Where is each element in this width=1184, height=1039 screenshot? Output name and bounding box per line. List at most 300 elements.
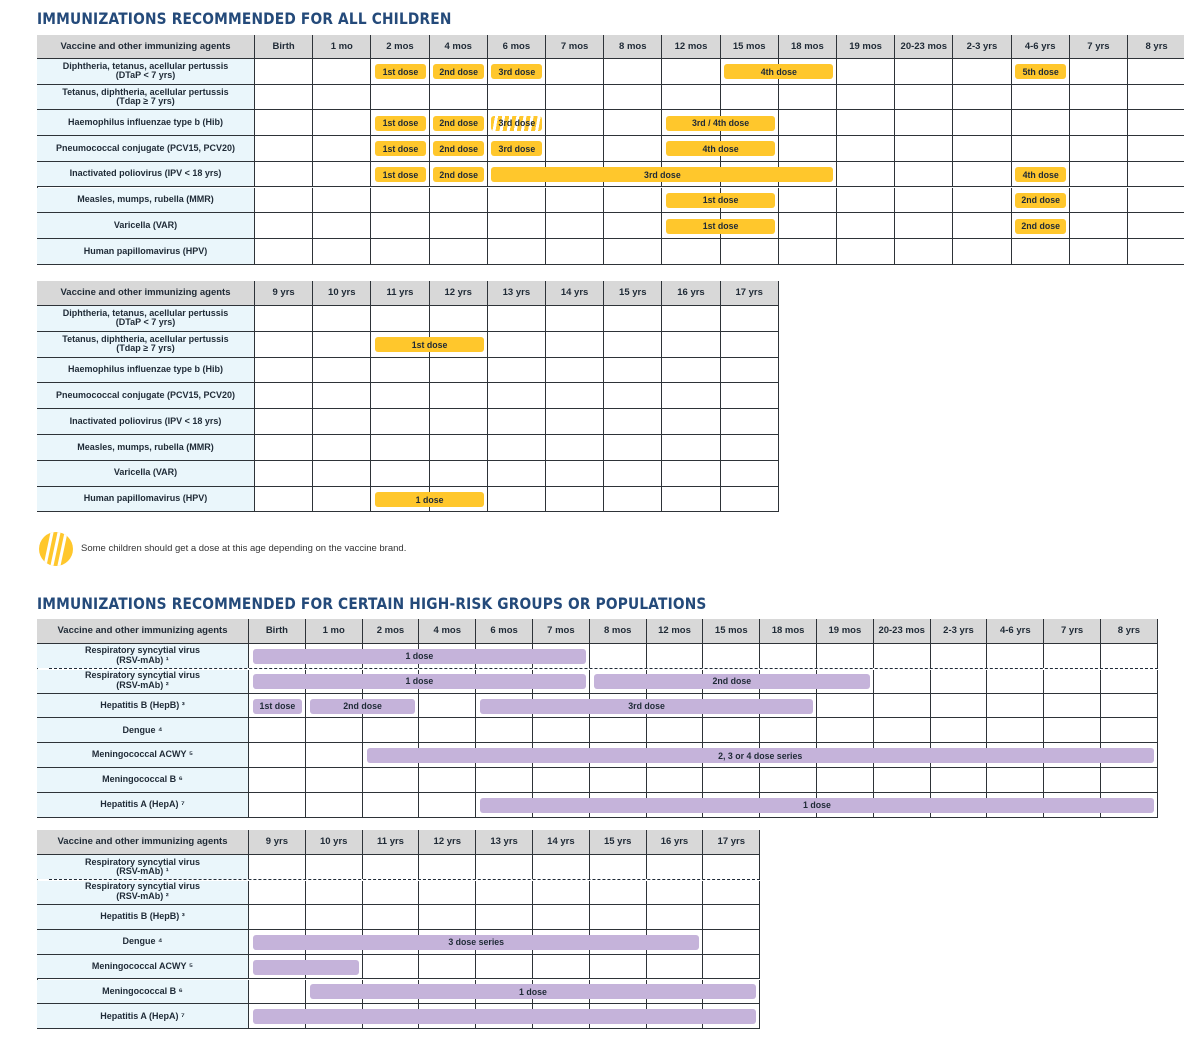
schedule-cell: [1101, 694, 1158, 719]
high-risk-schedule-table-infant: [37, 619, 1158, 818]
dose-bar: 3rd / 4th dose: [666, 116, 775, 131]
header-age-3: 12 yrs: [419, 830, 476, 855]
schedule-cell: [419, 793, 476, 818]
dose-bar: 1st dose: [375, 116, 426, 131]
header-age-3: 4 mos: [430, 35, 488, 59]
schedule-cell: [313, 188, 371, 214]
schedule-cell: [371, 85, 429, 111]
vaccine-label-line: Meningococcal B ⁶: [102, 985, 183, 996]
schedule-cell: [590, 644, 647, 669]
dose-bar: 1st dose: [375, 337, 484, 352]
schedule-cell: [1070, 110, 1128, 136]
schedule-cell: [430, 435, 488, 461]
vaccine-label: [37, 487, 255, 513]
dose-bar: 2nd dose: [310, 699, 416, 714]
schedule-cell: [363, 768, 420, 793]
vaccine-label-line: Inactivated poliovirus (IPV < 18 yrs): [69, 168, 222, 179]
schedule-cell: [313, 409, 371, 435]
schedule-cell: [1044, 768, 1101, 793]
schedule-cell: [430, 461, 488, 487]
schedule-cell: [313, 332, 371, 358]
vaccine-label: [37, 110, 255, 136]
schedule-cell: [953, 162, 1011, 188]
schedule-cell: [313, 59, 371, 85]
vaccine-label-line: Dengue ⁴: [122, 724, 163, 735]
routine-schedule-table-infant: [37, 35, 1184, 265]
schedule-cell: [255, 136, 313, 162]
schedule-cell: [760, 644, 817, 669]
schedule-cell: [313, 136, 371, 162]
schedule-cell: [313, 85, 371, 111]
schedule-cell: [430, 239, 488, 265]
schedule-cell: [1070, 239, 1128, 265]
vaccine-label-line: Respiratory syncytial virus: [84, 856, 201, 867]
schedule-cell: [249, 880, 306, 905]
schedule-cell: [895, 136, 953, 162]
dose-bar: 3rd dose: [491, 141, 542, 156]
schedule-cell: [363, 793, 420, 818]
schedule-cell: [371, 358, 429, 384]
schedule-cell: [703, 718, 760, 743]
schedule-cell: [371, 213, 429, 239]
schedule-cell: [604, 136, 662, 162]
header-age-3: 4 mos: [419, 619, 476, 644]
header-vaccine-label: Vaccine and other immunizing agents: [37, 830, 249, 855]
header-age-5: 14 yrs: [546, 281, 604, 306]
schedule-cell: [590, 880, 647, 905]
schedule-cell: [363, 905, 420, 930]
dose-bar: 1 dose: [253, 649, 586, 664]
schedule-cell: [662, 383, 720, 409]
schedule-cell: [255, 213, 313, 239]
schedule-cell: [931, 669, 988, 694]
schedule-cell: [1070, 85, 1128, 111]
schedule-cell: [546, 188, 604, 214]
dose-bar: 1 dose: [375, 492, 484, 507]
schedule-cell: [987, 694, 1044, 719]
dose-bar: 2, 3 or 4 dose series: [367, 748, 1154, 763]
schedule-cell: [546, 239, 604, 265]
dose-bar: 2nd dose: [433, 141, 484, 156]
dose-bar: 4th dose: [724, 64, 833, 79]
header-age-13: 4-6 yrs: [1012, 35, 1070, 59]
schedule-cell: [488, 85, 546, 111]
header-vaccine-label: Vaccine and other immunizing agents: [37, 281, 255, 306]
schedule-cell: [546, 136, 604, 162]
schedule-cell: [837, 188, 895, 214]
schedule-cell: [255, 487, 313, 513]
schedule-cell: [647, 768, 704, 793]
vaccine-label-line: (Tdap ≥ 7 yrs): [116, 96, 175, 107]
schedule-cell: [662, 59, 720, 85]
schedule-cell: [604, 409, 662, 435]
schedule-cell: [476, 905, 533, 930]
schedule-cell: [306, 855, 363, 880]
schedule-cell: [313, 487, 371, 513]
header-age-0: Birth: [249, 619, 306, 644]
schedule-cell: [430, 85, 488, 111]
vaccine-label-line: (RSV-mAb) ¹: [116, 865, 169, 876]
dose-bar: 2nd dose: [433, 116, 484, 131]
schedule-cell: [488, 487, 546, 513]
schedule-cell: [419, 694, 476, 719]
rsv-dose-separator: [49, 668, 1158, 669]
vaccine-label: [37, 743, 249, 768]
header-age-7: 12 mos: [647, 619, 704, 644]
dose-bar: 1 dose: [253, 674, 586, 689]
vaccine-label-line: Diphtheria, tetanus, acellular pertussis: [62, 60, 229, 71]
header-age-10: 19 mos: [817, 619, 874, 644]
vaccine-label: [37, 332, 255, 358]
schedule-cell: [895, 110, 953, 136]
schedule-cell: [779, 110, 837, 136]
schedule-cell: [604, 383, 662, 409]
schedule-cell: [662, 358, 720, 384]
dose-bar: 1st dose: [666, 193, 775, 208]
schedule-cell: [249, 980, 306, 1005]
vaccine-label: [37, 461, 255, 487]
vaccine-label: [37, 409, 255, 435]
vaccine-label: [37, 880, 249, 905]
schedule-cell: [895, 162, 953, 188]
schedule-cell: [703, 880, 760, 905]
schedule-cell: [604, 461, 662, 487]
schedule-cell: [249, 905, 306, 930]
vaccine-label: [37, 955, 249, 980]
schedule-cell: [255, 383, 313, 409]
schedule-cell: [488, 332, 546, 358]
schedule-cell: [371, 306, 429, 332]
schedule-cell: [371, 409, 429, 435]
schedule-cell: [837, 213, 895, 239]
header-age-6: 8 mos: [604, 35, 662, 59]
schedule-cell: [721, 383, 779, 409]
header-age-2: 11 yrs: [371, 281, 429, 306]
dose-bar: 3rd dose: [480, 699, 813, 714]
header-age-5: 7 mos: [533, 619, 590, 644]
schedule-cell: [533, 955, 590, 980]
header-age-8: 15 mos: [703, 619, 760, 644]
schedule-cell: [662, 306, 720, 332]
schedule-cell: [533, 855, 590, 880]
schedule-cell: [533, 768, 590, 793]
header-age-14: 7 yrs: [1044, 619, 1101, 644]
schedule-cell: [249, 718, 306, 743]
vaccine-label-line: (RSV-mAb) ²: [116, 679, 169, 690]
vaccine-label: [37, 669, 249, 694]
header-age-12: 2-3 yrs: [953, 35, 1011, 59]
schedule-cell: [987, 718, 1044, 743]
dose-bar: 2nd dose: [433, 167, 484, 182]
schedule-cell: [1044, 694, 1101, 719]
schedule-cell: [488, 188, 546, 214]
schedule-cell: [662, 409, 720, 435]
schedule-cell: [255, 162, 313, 188]
vaccine-label-line: Meningococcal B ⁶: [102, 774, 183, 785]
schedule-cell: [419, 880, 476, 905]
schedule-cell: [647, 880, 704, 905]
schedule-cell: [874, 718, 931, 743]
schedule-cell: [604, 85, 662, 111]
schedule-cell: [647, 855, 704, 880]
header-age-0: 9 yrs: [249, 830, 306, 855]
schedule-cell: [249, 793, 306, 818]
schedule-cell: [313, 110, 371, 136]
schedule-cell: [721, 332, 779, 358]
schedule-cell: [837, 162, 895, 188]
schedule-cell: [1101, 644, 1158, 669]
schedule-cell: [837, 85, 895, 111]
schedule-cell: [249, 743, 306, 768]
schedule-cell: [313, 461, 371, 487]
schedule-cell: [953, 85, 1011, 111]
schedule-cell: [837, 136, 895, 162]
schedule-cell: [255, 435, 313, 461]
header-age-0: 9 yrs: [255, 281, 313, 306]
schedule-cell: [546, 85, 604, 111]
vaccine-label-line: Hepatitis B (HepB) ³: [100, 699, 185, 710]
schedule-cell: [313, 306, 371, 332]
schedule-cell: [953, 59, 1011, 85]
schedule-cell: [1070, 59, 1128, 85]
header-vaccine-label: Vaccine and other immunizing agents: [37, 35, 255, 59]
header-age-1: 10 yrs: [313, 281, 371, 306]
schedule-cell: [874, 694, 931, 719]
schedule-cell: [931, 718, 988, 743]
header-age-7: 16 yrs: [647, 830, 704, 855]
vaccine-label: [37, 793, 249, 818]
schedule-cell: [837, 110, 895, 136]
schedule-cell: [874, 768, 931, 793]
schedule-cell: [1128, 213, 1184, 239]
schedule-cell: [363, 855, 420, 880]
schedule-cell: [703, 955, 760, 980]
section-title-routine: IMMUNIZATIONS RECOMMENDED FOR ALL CHILDREN: [37, 9, 452, 28]
schedule-cell: [306, 905, 363, 930]
dose-bar: 3 dose series: [253, 935, 699, 950]
schedule-cell: [662, 461, 720, 487]
vaccine-label-line: Pneumococcal conjugate (PCV15, PCV20): [55, 390, 236, 401]
schedule-cell: [419, 855, 476, 880]
schedule-cell: [703, 855, 760, 880]
schedule-cell: [419, 718, 476, 743]
schedule-cell: [371, 383, 429, 409]
schedule-cell: [476, 955, 533, 980]
header-vaccine-label: Vaccine and other immunizing agents: [37, 619, 249, 644]
schedule-cell: [779, 239, 837, 265]
schedule-cell: [313, 162, 371, 188]
vaccine-label: [37, 136, 255, 162]
schedule-cell: [987, 768, 1044, 793]
schedule-cell: [647, 718, 704, 743]
schedule-cell: [721, 306, 779, 332]
schedule-cell: [721, 358, 779, 384]
header-age-4: 6 mos: [476, 619, 533, 644]
schedule-cell: [488, 435, 546, 461]
dose-bar: 1st dose: [375, 64, 426, 79]
schedule-cell: [313, 435, 371, 461]
dose-bar: 3rd dose: [491, 64, 542, 79]
schedule-cell: [662, 239, 720, 265]
schedule-cell: [647, 955, 704, 980]
vaccine-label: [37, 644, 249, 669]
dose-bar: 2nd dose: [1015, 219, 1066, 234]
header-age-11: 20-23 mos: [874, 619, 931, 644]
schedule-cell: [604, 332, 662, 358]
dose-bar: [253, 960, 359, 975]
header-age-13: 4-6 yrs: [987, 619, 1044, 644]
schedule-cell: [476, 855, 533, 880]
schedule-cell: [363, 955, 420, 980]
schedule-cell: [488, 383, 546, 409]
schedule-cell: [662, 332, 720, 358]
schedule-cell: [419, 955, 476, 980]
schedule-cell: [546, 383, 604, 409]
schedule-cell: [363, 718, 420, 743]
header-age-8: 17 yrs: [721, 281, 779, 306]
schedule-cell: [874, 669, 931, 694]
vaccine-label-line: Dengue ⁴: [122, 935, 163, 946]
schedule-cell: [546, 435, 604, 461]
header-age-2: 2 mos: [371, 35, 429, 59]
schedule-cell: [313, 213, 371, 239]
vaccine-label-line: Respiratory syncytial virus: [84, 645, 201, 656]
schedule-cell: [590, 768, 647, 793]
schedule-cell: [703, 644, 760, 669]
schedule-cell: [1070, 162, 1128, 188]
schedule-cell: [1044, 644, 1101, 669]
schedule-cell: [895, 188, 953, 214]
schedule-cell: [590, 905, 647, 930]
schedule-cell: [931, 694, 988, 719]
vaccine-label-line: Meningococcal ACWY ⁵: [91, 749, 194, 760]
high-risk-schedule-table-older: [37, 830, 760, 1029]
header-age-15: 8 yrs: [1101, 619, 1158, 644]
schedule-cell: [371, 435, 429, 461]
schedule-cell: [371, 239, 429, 265]
schedule-cell: [721, 435, 779, 461]
dose-bar: 2nd dose: [594, 674, 870, 689]
header-age-0: Birth: [255, 35, 313, 59]
schedule-cell: [546, 332, 604, 358]
schedule-cell: [363, 880, 420, 905]
vaccine-label: [37, 358, 255, 384]
vaccine-label-line: (DTaP < 7 yrs): [115, 317, 176, 328]
vaccine-label-line: Human papillomavirus (HPV): [83, 245, 208, 256]
schedule-cell: [1012, 136, 1070, 162]
schedule-cell: [721, 239, 779, 265]
schedule-cell: [488, 239, 546, 265]
schedule-cell: [647, 644, 704, 669]
dose-bar: 4th dose: [666, 141, 775, 156]
schedule-cell: [313, 239, 371, 265]
schedule-cell: [817, 694, 874, 719]
schedule-cell: [817, 718, 874, 743]
schedule-cell: [721, 409, 779, 435]
schedule-cell: [419, 905, 476, 930]
schedule-cell: [987, 669, 1044, 694]
schedule-cell: [313, 383, 371, 409]
vaccine-label-line: Varicella (VAR): [113, 467, 178, 478]
schedule-cell: [895, 85, 953, 111]
schedule-cell: [1044, 718, 1101, 743]
vaccine-label-line: (RSV-mAb) ¹: [116, 654, 169, 665]
header-age-3: 12 yrs: [430, 281, 488, 306]
vaccine-label: [37, 383, 255, 409]
vaccine-label: [37, 213, 255, 239]
vaccine-label-line: Hepatitis B (HepB) ³: [100, 911, 185, 922]
schedule-cell: [371, 461, 429, 487]
vaccine-label-line: Measles, mumps, rubella (MMR): [77, 441, 214, 452]
header-age-9: 18 mos: [760, 619, 817, 644]
schedule-cell: [837, 59, 895, 85]
dose-bar: 1st dose: [253, 699, 302, 714]
schedule-cell: [703, 768, 760, 793]
schedule-cell: [604, 358, 662, 384]
header-age-8: 17 yrs: [703, 830, 760, 855]
vaccine-label: [37, 306, 255, 332]
schedule-cell: [1128, 110, 1184, 136]
schedule-cell: [590, 718, 647, 743]
header-age-4: 6 mos: [488, 35, 546, 59]
schedule-cell: [430, 358, 488, 384]
schedule-cell: [533, 880, 590, 905]
schedule-cell: [488, 358, 546, 384]
schedule-cell: [895, 213, 953, 239]
schedule-cell: [430, 306, 488, 332]
schedule-cell: [546, 409, 604, 435]
schedule-cell: [779, 213, 837, 239]
schedule-cell: [662, 85, 720, 111]
schedule-cell: [546, 358, 604, 384]
schedule-cell: [590, 855, 647, 880]
vaccine-label-line: (RSV-mAb) ²: [116, 890, 169, 901]
vaccine-label: [37, 980, 249, 1005]
schedule-cell: [604, 239, 662, 265]
vaccine-label: [37, 239, 255, 265]
schedule-cell: [255, 358, 313, 384]
dose-bar: 4th dose: [1015, 167, 1066, 182]
schedule-cell: [662, 435, 720, 461]
header-age-1: 10 yrs: [306, 830, 363, 855]
vaccine-label: [37, 855, 249, 880]
schedule-cell: [546, 213, 604, 239]
header-age-6: 15 yrs: [604, 281, 662, 306]
schedule-cell: [662, 487, 720, 513]
rsv-dose-separator: [49, 879, 760, 880]
vaccine-label: [37, 85, 255, 111]
schedule-cell: [255, 409, 313, 435]
schedule-cell: [306, 743, 363, 768]
schedule-cell: [817, 644, 874, 669]
schedule-cell: [476, 768, 533, 793]
header-age-8: 15 mos: [721, 35, 779, 59]
schedule-cell: [306, 768, 363, 793]
schedule-cell: [895, 239, 953, 265]
vaccine-label-line: Human papillomavirus (HPV): [83, 493, 208, 504]
schedule-cell: [476, 718, 533, 743]
schedule-cell: [255, 239, 313, 265]
header-age-4: 13 yrs: [476, 830, 533, 855]
schedule-cell: [1012, 110, 1070, 136]
schedule-cell: [931, 768, 988, 793]
schedule-cell: [1101, 718, 1158, 743]
schedule-cell: [476, 880, 533, 905]
schedule-cell: [590, 955, 647, 980]
schedule-cell: [1128, 239, 1184, 265]
schedule-cell: [488, 461, 546, 487]
vaccine-label-line: Tetanus, diphtheria, acellular pertussis: [62, 333, 229, 344]
